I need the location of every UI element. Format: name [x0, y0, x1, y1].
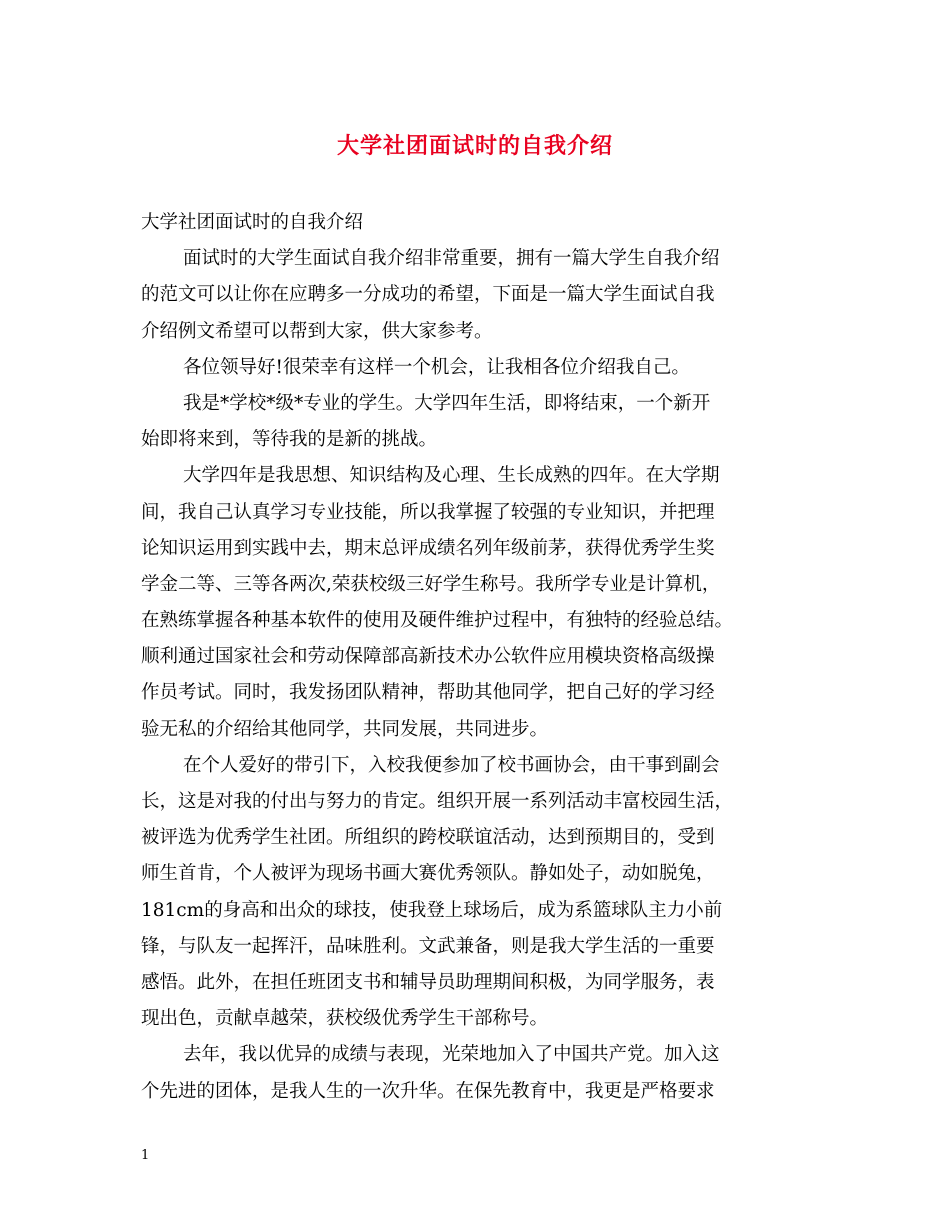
- text-line: 论知识运用到实践中去，期末总评成绩名列年级前茅，获得优秀学生奖: [141, 537, 715, 559]
- text-line: 去年，我以优异的成绩与表现，光荣地加入了中国共产党。加入这: [183, 1044, 720, 1066]
- document-body: [141, 205, 811, 1110]
- text-line: 间，我自己认真学习专业技能，所以我掌握了较强的专业知识，并把理: [141, 501, 715, 523]
- text-line: 学金二等、三等各两次,荣获校级三好学生称号。我所学专业是计算机，: [141, 573, 721, 595]
- text-line: 181cm的身高和出众的球技，使我登上球场后，成为系篮球队主力小前: [141, 899, 723, 921]
- text-line: 现出色，贡献卓越荣，获校级优秀学生干部称号。: [141, 1008, 549, 1030]
- text-line: 的范文可以让你在应聘多一分成功的希望，下面是一篇大学生面试自我: [141, 284, 715, 306]
- page-number: 1: [141, 1148, 150, 1163]
- text-line: 长，这是对我的付出与努力的肯定。组织开展一系列活动丰富校园生活，: [141, 791, 734, 812]
- document-title: 大学社团面试时的自我介绍: [336, 133, 613, 159]
- text-line: 锋，与队友一起挥汗，品味胜利。文武兼备，则是我大学生活的一重要: [141, 935, 715, 957]
- text-line: 师生首肯，个人被评为现场书画大赛优秀领队。静如处子，动如脱兔，: [141, 863, 715, 885]
- text-line: 个先进的团体，是我人生的一次升华。在保先教育中，我更是严格要求: [141, 1080, 715, 1102]
- document-subtitle-line: 大学社团面试时的自我介绍: [141, 212, 364, 233]
- text-line: 始即将来到，等待我的是新的挑战。: [141, 429, 438, 451]
- text-line: 感悟。此外，在担任班团支书和辅导员助理期间积极，为同学服务，表: [141, 971, 715, 993]
- text-line: 在个人爱好的带引下，入校我便参加了校书画协会，由干事到副会: [183, 754, 720, 776]
- text-line: 我是*学校*级*专业的学生。大学四年生活，即将结束，一个新开: [183, 392, 711, 414]
- text-line: 被评选为优秀学生社团。所组织的跨校联谊活动，达到预期目的，受到: [141, 827, 715, 849]
- text-line: 大学四年是我思想、知识结构及心理、生长成熟的四年。在大学期: [183, 465, 720, 487]
- text-line: 各位领导好!很荣幸有这样一个机会，让我相各位介绍我自己。: [183, 356, 690, 378]
- text-line: 介绍例文希望可以帮到大家，供大家参考。: [141, 320, 493, 342]
- text-line: 在熟练掌握各种基本软件的使用及硬件维护过程中，有独特的经验总结。: [141, 610, 734, 632]
- text-line: 顺利通过国家社会和劳动保障部高新技术办公软件应用模块资格高级操: [141, 646, 715, 668]
- text-line: 面试时的大学生面试自我介绍非常重要，拥有一篇大学生自我介绍: [183, 248, 720, 270]
- text-line: 验无私的介绍给其他同学，共同发展，共同进步。: [141, 718, 549, 740]
- text-line: 作员考试。同时，我发扬团队精神，帮助其他同学，把自己好的学习经: [141, 682, 715, 704]
